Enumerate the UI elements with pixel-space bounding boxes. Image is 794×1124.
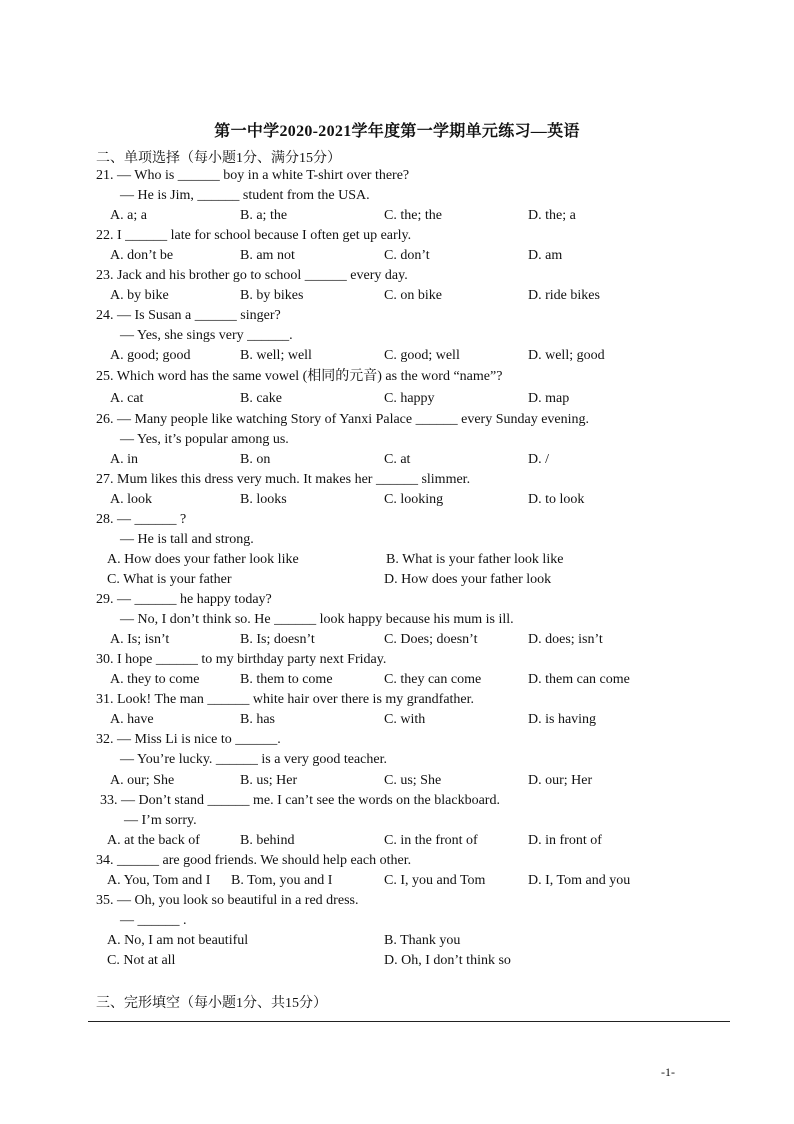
question-31-option-d: D. is having [528,712,597,727]
question-33-option-c: C. in the front of [384,833,478,848]
question-32-option-b: B. us; Her [240,773,298,788]
question-32-option-d: D. our; Her [528,773,593,788]
question-30-stem: 30. I hope ______ to my birthday party next Friday. [96,652,387,667]
question-24-reply: — Yes, she sings very ______. [120,328,293,343]
question-22-option-c: C. don’t [384,248,430,263]
question-25-option-d: D. map [528,391,570,406]
question-29-option-c: C. Does; doesn’t [384,632,478,647]
question-31-option-b: B. has [240,712,275,727]
question-27-option-c: C. looking [384,492,444,507]
question-26-stem: 26. — Many people like watching Story of Yanxi Palace ______ every Sunday evening. [96,412,590,427]
question-33-option-a: A. at the back of [107,833,200,848]
question-29-option-b: B. Is; doesn’t [240,632,315,647]
question-27-stem: 27. Mum likes this dress very much. It makes her ______ slimmer. [96,472,471,487]
question-31-option-a: A. have [110,712,154,727]
question-26-option-b: B. on [240,452,271,467]
question-34-option-a: A. You, Tom and I [107,873,211,888]
question-29-reply: — No, I don’t think so. He ______ look happy because his mum is ill. [120,612,514,627]
question-27-option-b: B. looks [240,492,287,507]
question-23-option-a: A. by bike [110,288,169,303]
question-27-option-d: D. to look [528,492,585,507]
page-title: 第一中学2020-2021学年度第一学期单元练习—英语 [214,123,580,140]
question-28-stem: 28. — ______ ? [96,512,187,527]
question-22-option-a: A. don’t be [110,248,174,263]
question-21-option-d: D. the; a [528,208,576,223]
question-34-option-b: B. Tom, you and I [231,873,333,888]
question-35-option-d: D. Oh, I don’t think so [384,953,511,968]
question-25-option-a: A. cat [110,391,144,406]
question-25-option-c: C. happy [384,391,435,406]
question-23-stem: 23. Jack and his brother go to school ______ every day. [96,268,408,283]
question-33-reply: — I’m sorry. [124,813,197,828]
footer-divider [88,1021,730,1022]
question-32-reply: — You’re lucky. ______ is a very good teacher. [120,752,387,767]
question-23-option-c: C. on bike [384,288,442,303]
question-24-option-b: B. well; well [240,348,312,363]
question-35-option-c: C. Not at all [107,953,176,968]
question-28-option-c: C. What is your father [107,572,232,587]
question-25-option-b: B. cake [240,391,282,406]
question-30-option-a: A. they to come [110,672,200,687]
question-28-option-d: D. How does your father look [384,572,552,587]
question-31-stem: 31. Look! The man ______ white hair over there is my grandfather. [96,692,475,707]
question-35-option-a: A. No, I am not beautiful [107,933,249,948]
question-22-stem: 22. I ______ late for school because I often get up early. [96,228,412,243]
question-26-option-a: A. in [110,452,138,467]
section-heading-cloze: 三、完形填空（每小题1分、共15分） [96,996,327,1011]
question-26-reply: — Yes, it’s popular among us. [120,432,289,447]
question-32-option-a: A. our; She [110,773,175,788]
question-29-stem: 29. — ______ he happy today? [96,592,272,607]
question-33-stem: 33. — Don’t stand ______ me. I can’t see the words on the blackboard. [100,793,500,808]
question-32-stem: 32. — Miss Li is nice to ______. [96,732,281,747]
section-heading-multiple-choice: 二、单项选择（每小题1分、满分15分） [96,151,341,166]
question-24-stem: 24. — Is Susan a ______ singer? [96,308,281,323]
question-24-option-d: D. well; good [528,348,605,363]
question-24-option-c: C. good; well [384,348,460,363]
question-29-option-a: A. Is; isn’t [110,632,170,647]
question-24-option-a: A. good; good [110,348,191,363]
question-21-option-a: A. a; a [110,208,147,223]
question-35-reply: — ______ . [120,913,187,928]
question-34-option-c: C. I, you and Tom [384,873,486,888]
question-29-option-d: D. does; isn’t [528,632,603,647]
question-21-option-c: C. the; the [384,208,442,223]
question-21-stem: 21. — Who is ______ boy in a white T-shirt over there? [96,168,410,183]
question-30-option-d: D. them can come [528,672,630,687]
question-34-option-d: D. I, Tom and you [528,873,631,888]
question-25-stem: 25. Which word has the same vowel (相同的元音) as the word “name”? [96,369,503,384]
question-21-reply: — He is Jim, ______ student from the USA. [120,188,370,203]
question-33-option-b: B. behind [240,833,295,848]
page-number: -1- [661,1065,675,1079]
question-30-option-b: B. them to come [240,672,333,687]
question-22-option-d: D. am [528,248,563,263]
question-28-option-b: B. What is your father look like [386,552,564,567]
question-27-option-a: A. look [110,492,152,507]
question-32-option-c: C. us; She [384,773,442,788]
question-30-option-c: C. they can come [384,672,482,687]
question-23-option-b: B. by bikes [240,288,304,303]
question-26-option-c: C. at [384,452,411,467]
question-21-option-b: B. a; the [240,208,288,223]
question-35-stem: 35. — Oh, you look so beautiful in a red dress. [96,893,359,908]
question-28-option-a: A. How does your father look like [107,552,299,567]
question-22-option-b: B. am not [240,248,295,263]
question-28-reply: — He is tall and strong. [120,532,254,547]
question-33-option-d: D. in front of [528,833,602,848]
question-35-option-b: B. Thank you [384,933,461,948]
question-23-option-d: D. ride bikes [528,288,600,303]
question-34-stem: 34. ______ are good friends. We should help each other. [96,853,412,868]
question-31-option-c: C. with [384,712,426,727]
question-26-option-d: D. / [528,452,549,467]
